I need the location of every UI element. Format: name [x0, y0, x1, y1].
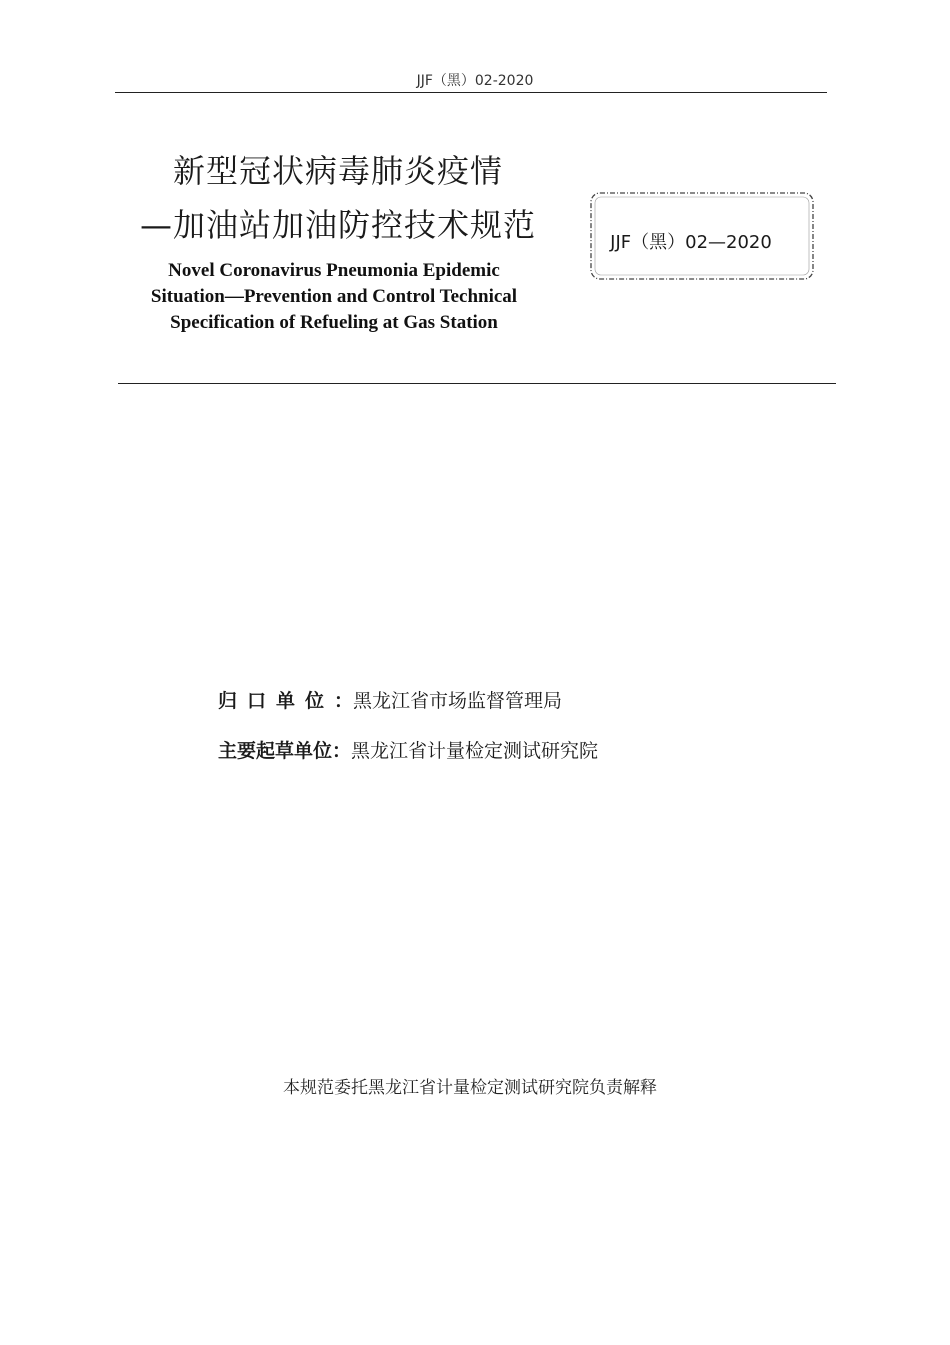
standard-code-box	[588, 190, 816, 282]
drafter-label: 主要起草单位	[218, 740, 333, 762]
chinese-title-line-2: —加油站加油防控技术规范	[139, 206, 536, 244]
drafter-colon: ：	[332, 740, 352, 762]
interpretation-note: 本规范委托黑龙江省计量检定测试研究院负责解释	[283, 1078, 657, 1098]
standard-code: JJF（黑）02—2020	[610, 232, 772, 253]
english-title	[110, 258, 558, 336]
authority-row	[218, 686, 562, 713]
drafter-value: 黑龙江省计量检定测试研究院	[351, 740, 599, 762]
english-title-line-3: Specification of Refueling at Gas Station	[170, 312, 498, 333]
authority-value: 黑龙江省市场监督管理局	[353, 690, 563, 712]
header-divider	[115, 92, 827, 93]
english-title-line-2: Situation—Prevention and Control Technical	[150, 286, 518, 307]
drafter-row	[218, 736, 598, 763]
authority-colon: ：	[334, 690, 354, 712]
title-divider	[118, 383, 836, 384]
header-standard-code: JJF（黑）02-2020	[416, 73, 534, 89]
chinese-title-line-1: 新型冠状病毒肺炎疫情	[172, 152, 503, 190]
english-title-line-1: Novel Coronavirus Pneumonia Epidemic	[168, 260, 500, 281]
authority-label: 归口单位	[218, 690, 335, 712]
